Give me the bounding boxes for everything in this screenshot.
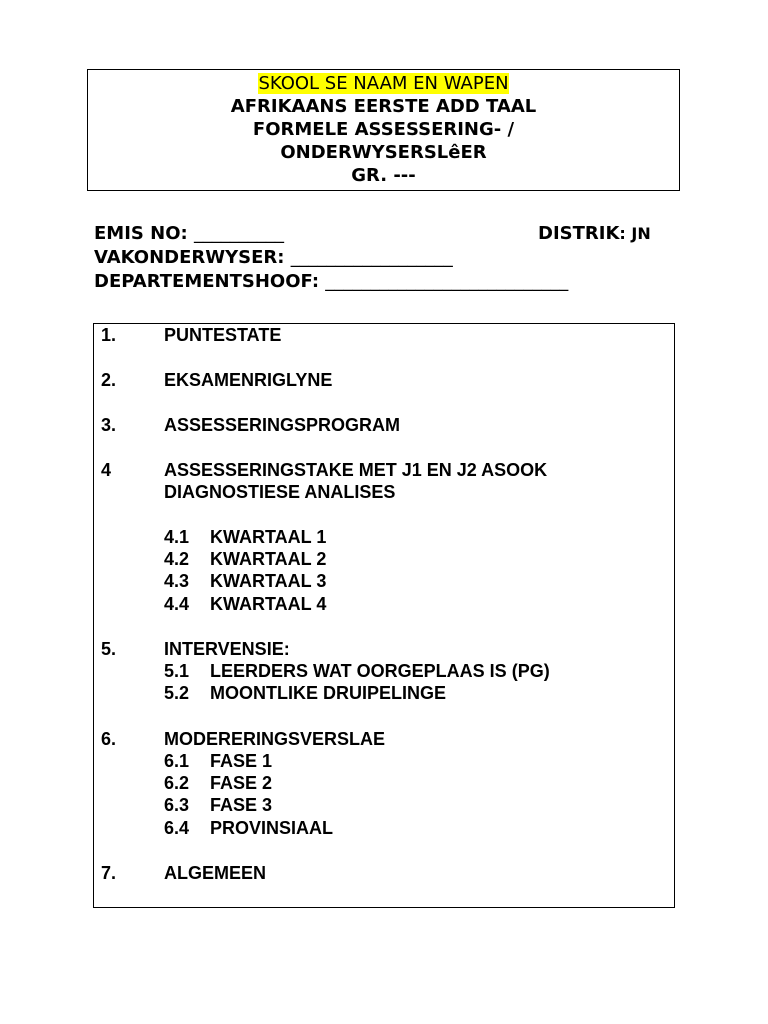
sub-item-number: 4.3 (164, 571, 190, 591)
item-text: ASSESSERINGSTAKE MET J1 EN J2 ASOOK (164, 460, 548, 480)
sub-item-number: 4.1 (164, 527, 190, 547)
item-text: MODERERINGSVERSLAE (164, 729, 386, 749)
sub-item-number: 6.1 (164, 751, 190, 771)
item-text: ASSESSERINGSPROGRAM (164, 415, 401, 435)
emis-blank: __________ (193, 223, 284, 244)
item-text: ALGEMEEN (164, 863, 267, 883)
distrik-label: DISTRIK (538, 223, 620, 244)
item-number: 1. (101, 325, 117, 345)
item-number: 2. (101, 370, 117, 390)
file-title: ONDERWYSERSLêER (280, 142, 487, 163)
vakonderwyser-field (94, 247, 453, 269)
item-text: PUNTESTATE (164, 325, 282, 345)
item-text: DIAGNOSTIESE ANALISES (164, 482, 396, 502)
emis-field (94, 223, 284, 245)
item-number: 6. (101, 729, 117, 749)
vakonderwyser-blank: __________________ (290, 247, 453, 268)
sub-item-number: 4.2 (164, 549, 190, 569)
distrik-field (538, 223, 651, 245)
sub-item-text: FASE 3 (210, 795, 273, 815)
subject-title: AFRIKAANS EERSTE ADD TAAL (230, 96, 537, 117)
school-name-placeholder: SKOOL SE NAAM EN WAPEN (258, 73, 509, 94)
emis-label: EMIS NO: (94, 223, 194, 244)
distrik-value: : JN (619, 224, 651, 243)
sub-item-text: KWARTAAL 1 (210, 527, 327, 547)
departementshoof-label: DEPARTEMENTSHOOF: (94, 271, 326, 292)
vakonderwyser-label: VAKONDERWYSER: (94, 247, 291, 268)
sub-item-number: 5.1 (164, 661, 190, 681)
sub-item-text: LEERDERS WAT OORGEPLAAS IS (PG) (210, 661, 550, 681)
assessment-title: FORMELE ASSESSERING- / (252, 119, 515, 140)
sub-item-text: KWARTAAL 2 (210, 549, 327, 569)
sub-item-text: FASE 1 (210, 751, 273, 771)
sub-item-number: 6.4 (164, 818, 190, 838)
item-text: EKSAMENRIGLYNE (164, 370, 333, 390)
sub-item-number: 5.2 (164, 683, 190, 703)
item-number: 5. (101, 639, 117, 659)
sub-item-text: FASE 2 (210, 773, 273, 793)
sub-item-text: KWARTAAL 4 (210, 594, 327, 614)
departementshoof-blank: ___________________________ (325, 271, 569, 292)
grade-title: GR. --- (351, 165, 416, 186)
sub-item-number: 6.3 (164, 795, 190, 815)
item-text: INTERVENSIE: (164, 639, 290, 659)
departementshoof-field (94, 271, 568, 293)
sub-item-text: KWARTAAL 3 (210, 571, 327, 591)
sub-item-text: PROVINSIAAL (210, 818, 334, 838)
item-number: 4 (101, 460, 112, 480)
item-number: 7. (101, 863, 117, 883)
sub-item-number: 6.2 (164, 773, 190, 793)
item-number: 3. (101, 415, 117, 435)
contents-box (93, 323, 675, 908)
sub-item-number: 4.4 (164, 594, 190, 614)
sub-item-text: MOONTLIKE DRUIPELINGE (210, 683, 447, 703)
title-box (87, 69, 680, 191)
